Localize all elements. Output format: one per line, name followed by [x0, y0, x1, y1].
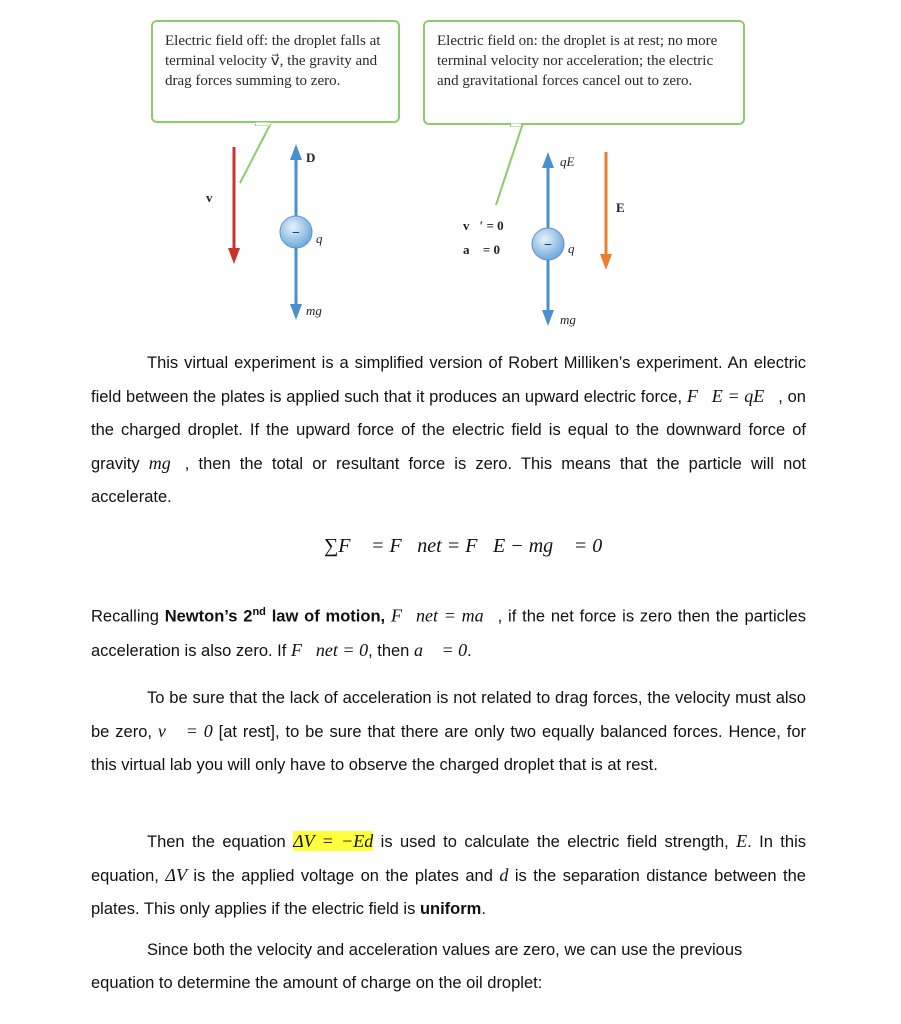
- label-v: v⃗: [206, 190, 223, 205]
- callout-field-off-text: Electric field off: the droplet falls at terminal velocity v⃗, the gravity and drag forces summing to zero.: [165, 33, 381, 89]
- p2-text-3: , then: [368, 641, 414, 660]
- p2-math-a-zero: a⃗ = 0: [413, 639, 468, 660]
- paragraph-field-strength: [91, 825, 806, 926]
- p2-text-2: , if the net force is zero then the particles acceleration is also zero. If: [91, 607, 806, 660]
- p5-text: Since both the velocity and acceleration values are zero, we can use the previous equation to determine the amount of charge on the oil droplet:: [91, 941, 743, 992]
- p1-math-mg: mg⃗: [148, 453, 185, 473]
- p4-text-1: Then the equation: [147, 833, 294, 851]
- label-E: E⃗: [616, 200, 635, 215]
- p3-math-v-zero: v⃗ = 0: [157, 721, 213, 741]
- p4-math-dv-highlight: ΔV = −Ed: [293, 831, 374, 851]
- label-D: D⃗: [306, 150, 326, 165]
- p2-bold-law: law of motion,: [265, 607, 386, 626]
- paragraph-charge: [91, 934, 806, 1000]
- label-qE: qE⃗: [560, 154, 585, 169]
- label-charge-left: −: [292, 226, 300, 241]
- paragraph-drag: [91, 682, 806, 782]
- paragraph-intro: [91, 347, 806, 514]
- net-force-equation: ∑F⃗ = F⃗net = F⃗E − mg⃗ = 0: [324, 535, 603, 557]
- label-charge-right: −: [544, 238, 552, 253]
- p3-text-2: [at rest], to be sure that there are only two equally balanced forces. Hence, for this virtual lab you will only have to observe the charged droplet that is at rest.: [91, 723, 806, 774]
- p4-text-4: is the applied voltage on the plates and: [186, 867, 500, 885]
- label-a: a⃗ = 0: [463, 242, 501, 257]
- p1-math-fe: F⃗E = qE⃗: [686, 386, 779, 406]
- p2-bold-newton: Newton’s 2: [164, 607, 253, 626]
- p4-bold-uniform: uniform: [419, 900, 482, 918]
- p1-text-1: This virtual experiment is a simplified version of Robert Milliken’s experiment. An electric field between the plates is applied such that it produces an upward electric force,: [91, 354, 806, 406]
- callout-field-on-text: Electric field on: the droplet is at rest; no more terminal velocity nor acceleration; the electric and gravitational forces cancel out to zero.: [437, 33, 718, 89]
- p4-math-d: d: [499, 865, 509, 885]
- p4-text-2: is used to calculate the electric field strength,: [373, 833, 737, 851]
- p1-text-3: , then the total or resultant force is zero. This means that the particle will not accelerate.: [91, 455, 807, 506]
- p3-text-1: To be sure that the lack of acceleration is not related to drag forces, the velocity must also be zero,: [91, 689, 806, 741]
- p2-text-4: .: [467, 641, 472, 660]
- p2-math-fnet-zero: F⃗net = 0: [290, 639, 369, 660]
- label-mg-right: mg⃗: [560, 312, 586, 327]
- p4-text-3: . In this equation,: [91, 833, 806, 885]
- p1-text-2: , on the charged droplet. If the upward force of the electric field is equal to the downward force of gravity: [91, 388, 806, 473]
- paragraph-newton: [91, 596, 806, 668]
- p4-text-6: .: [481, 900, 486, 918]
- callout-pointer-right: [496, 126, 522, 205]
- p4-math-dv: ΔV: [165, 865, 187, 885]
- p4-math-E: E: [736, 831, 748, 851]
- p2-text-1: Recalling: [91, 607, 165, 626]
- label-q-left: q: [316, 231, 323, 246]
- label-q-right: q: [568, 241, 575, 256]
- p2-math-fnet: F⃗net = ma⃗: [390, 605, 498, 626]
- label-v-prime: v⃗′ = 0: [463, 218, 504, 233]
- millikan-diagram: [0, 0, 901, 340]
- p4-text-5: is the separation distance between the plates. This only applies if the electric field is: [91, 867, 806, 918]
- callout-pointer-left: [240, 125, 270, 183]
- p2-sup: nd: [252, 606, 266, 618]
- label-mg-left: mg⃗: [306, 303, 332, 318]
